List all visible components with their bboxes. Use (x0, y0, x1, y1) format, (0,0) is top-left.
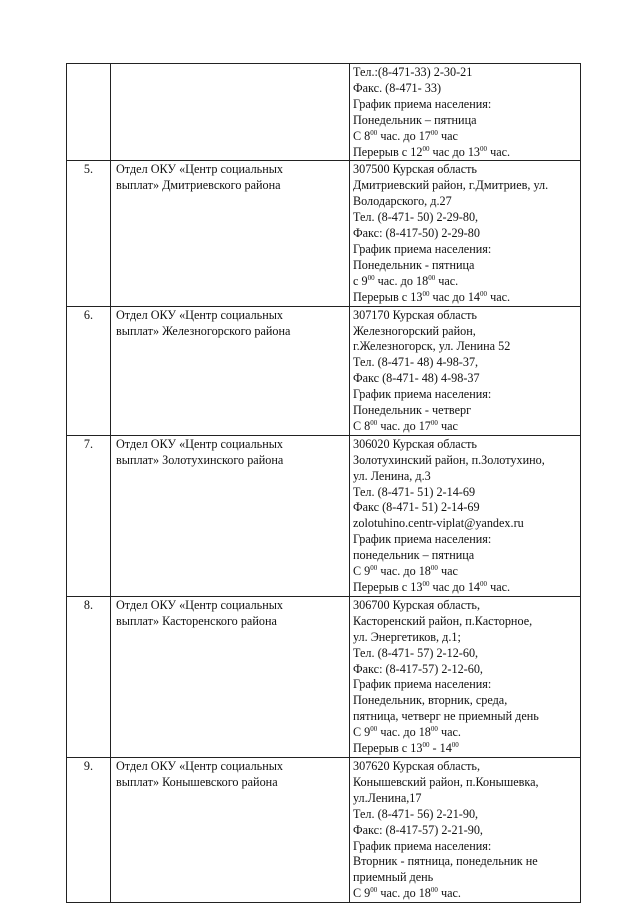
offices-table (66, 63, 581, 903)
office-name-line: выплат» Конышевского района (116, 774, 278, 789)
schedule-heading: График приема населения: (353, 677, 492, 692)
table-row (67, 306, 581, 435)
schedule-heading: График приема населения: (353, 96, 492, 111)
phone-line: Тел. (8-471- 51) 2-14-69 (353, 484, 476, 499)
schedule-hours: С $8^{00}$ час. до $17^{00}$ час (353, 418, 458, 433)
address-line: 307500 Курская область (353, 162, 477, 177)
schedule-heading: График приема населения: (353, 241, 492, 256)
address-line: 307170 Курская область (353, 307, 477, 322)
office-name-cell (111, 306, 350, 435)
row-number: 6. (67, 306, 111, 435)
office-name-line: выплат» Золотухинского района (116, 452, 284, 467)
address-line: ул. Энергетиков, д.1; (353, 629, 461, 644)
phone-line: Тел. (8-471- 57) 2-12-60, (353, 645, 479, 660)
table-row (67, 64, 581, 161)
schedule-days: пятница, четверг не приемный день (353, 709, 539, 724)
schedule-days: понедельник – пятница (353, 548, 475, 563)
address-line: г.Железногорск, ул. Ленина 52 (353, 339, 511, 354)
address-line: ул. Ленина, д.3 (353, 468, 431, 483)
table-row (67, 596, 581, 757)
schedule-hours: С $9^{00}$ час. до $18^{00}$ час. (353, 886, 461, 901)
fax-line: Факс: (8-417-57) 2-12-60, (353, 661, 483, 676)
row-number: 8. (67, 596, 111, 757)
address-line: Володарского, д.27 (353, 194, 452, 209)
schedule-days: Понедельник – пятница (353, 112, 477, 127)
schedule-days: Понедельник, вторник, среда, (353, 693, 508, 708)
office-contacts-cell (350, 596, 581, 757)
row-number (67, 64, 111, 161)
address-line: Золотухинский район, п.Золотухино, (353, 452, 545, 467)
table-row (67, 757, 581, 902)
phone-line: Тел. (8-471- 48) 4-98-37, (353, 355, 479, 370)
office-contacts-cell (350, 306, 581, 435)
office-name-line: выплат» Дмитриевского района (116, 178, 281, 193)
address-line: ул.Ленина,17 (353, 790, 422, 805)
table-row (67, 435, 581, 596)
fax-line: Факс: (8-417-57) 2-21-90, (353, 822, 483, 837)
phone-line: Тел. (8-471- 56) 2-21-90, (353, 806, 479, 821)
phone-line: Тел. (8-471- 50) 2-29-80, (353, 210, 479, 225)
schedule-hours: С $9^{00}$ час. до $18^{00}$ час. (353, 725, 461, 740)
schedule-heading: График приема населения: (353, 532, 492, 547)
fax-line: Факс (8-471- 48) 4-98-37 (353, 371, 480, 386)
fax-line: Факс (8-471- 51) 2-14-69 (353, 500, 480, 515)
schedule-break: Перерыв с $12^{00}$ час до $13^{00}$ час. (353, 144, 511, 159)
schedule-break: Перерыв с $13^{00}$ час до $14^{00}$ час. (353, 580, 511, 594)
office-name-cell (111, 161, 350, 306)
schedule-hours: С $8^{00}$ час. до $17^{00}$ час (353, 128, 458, 143)
address-line: 306020 Курская область (353, 436, 477, 451)
schedule-break: Перерыв с $13^{00}$ час до $14^{00}$ час. (353, 289, 511, 304)
office-contacts-cell (350, 161, 581, 306)
address-line: Железногорский район, (353, 323, 476, 338)
fax-line: Факс: (8-417-50) 2-29-80 (353, 226, 480, 241)
schedule-days: приемный день (353, 870, 434, 885)
schedule-hours: с $9^{00}$ час. до $18^{00}$ час. (353, 273, 459, 288)
row-number: 9. (67, 757, 111, 902)
address-line: Дмитриевский район, г.Дмитриев, ул. (353, 178, 549, 193)
office-name-line: выплат» Касторенского района (116, 613, 277, 628)
office-name-line: Отдел ОКУ «Центр социальных (116, 597, 284, 612)
fax-line: Факс. (8-471- 33) (353, 80, 442, 95)
phone-line: Тел.:(8-471-33) 2-30-21 (353, 65, 473, 79)
office-contacts-cell (350, 64, 581, 161)
schedule-break: Перерыв с $13^{00} - 14^{00}$ (353, 741, 459, 756)
office-name-line: выплат» Железногорского района (116, 323, 291, 338)
office-name-line: Отдел ОКУ «Центр социальных (116, 307, 284, 322)
office-name-line: Отдел ОКУ «Центр социальных (116, 436, 284, 451)
row-number: 7. (67, 435, 111, 596)
schedule-days: Вторник - пятница, понедельник не (353, 854, 538, 869)
office-name-cell (111, 596, 350, 757)
office-name-cell (111, 757, 350, 902)
schedule-days: Понедельник - пятница (353, 257, 475, 272)
schedule-hours: С $9^{00}$ час. до $18^{00}$ час (353, 564, 458, 579)
office-name-cell (111, 64, 350, 161)
row-number: 5. (67, 161, 111, 306)
address-line: Конышевский район, п.Конышевка, (353, 774, 539, 789)
schedule-days: Понедельник - четверг (353, 403, 472, 418)
office-name-line: Отдел ОКУ «Центр социальных (116, 162, 284, 177)
office-contacts-cell (350, 757, 581, 902)
address-line: 306700 Курская область, (353, 597, 481, 612)
table-row (67, 161, 581, 306)
schedule-heading: График приема населения: (353, 838, 492, 853)
schedule-heading: График приема населения: (353, 387, 492, 402)
address-line: 307620 Курская область, (353, 758, 481, 773)
office-contacts-cell (350, 435, 581, 596)
office-name-cell (111, 435, 350, 596)
address-line: Касторенский район, п.Касторное, (353, 613, 533, 628)
office-name-line: Отдел ОКУ «Центр социальных (116, 758, 284, 773)
email-line: zolotuhino.centr-viplat@yandex.ru (353, 516, 524, 531)
